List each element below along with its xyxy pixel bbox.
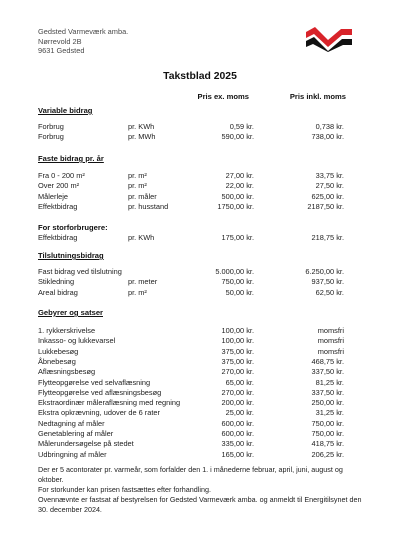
row-label: Flytteopgørelse ved selvaflæsning <box>38 377 151 387</box>
price-inkl-moms: 337,50 kr. <box>311 387 344 397</box>
price-inkl-moms: 31,25 kr. <box>315 408 344 418</box>
price-ex-moms: 590,00 kr. <box>221 132 254 142</box>
price-inkl-moms: 33,75 kr. <box>315 171 344 180</box>
row-label: Stikledning <box>38 277 75 287</box>
address-line-1: Gedsted Varmeværk amba. <box>38 27 129 36</box>
price-ex-moms: 600,00 kr. <box>221 418 254 428</box>
price-ex-moms: 165,00 kr. <box>221 449 254 459</box>
price-inkl-moms: momsfri <box>317 346 344 356</box>
col-header-inkl-moms: Pris inkl. moms <box>289 92 346 101</box>
price-row <box>38 122 344 132</box>
price-ex-moms: 50,00 kr. <box>225 287 254 297</box>
row-label: Over 200 m² <box>38 181 80 191</box>
price-ex-moms: 335,00 kr. <box>221 439 254 449</box>
price-inkl-moms: 62,50 kr. <box>315 287 344 297</box>
price-row <box>38 233 344 243</box>
price-row <box>38 408 344 418</box>
price-ex-moms: 22,00 kr. <box>225 181 254 191</box>
row-unit: pr. KWh <box>128 233 155 242</box>
price-inkl-moms: 27,50 kr. <box>315 181 344 191</box>
price-row <box>38 326 344 336</box>
price-row <box>38 192 344 202</box>
price-ex-moms: 100,00 kr. <box>221 326 254 335</box>
section-heading: For storforbrugere: <box>38 223 108 232</box>
row-label: Målerleje <box>38 191 68 201</box>
footer-note-negotiation: For storkunder kan prisen fastsættes efter forhandling. <box>38 485 211 494</box>
row-label: Flytteopgørelse ved aflæsningsbesøg <box>38 387 162 397</box>
price-inkl-moms: 218,75 kr. <box>311 233 344 242</box>
price-ex-moms: 175,00 kr. <box>221 233 254 242</box>
company-logo <box>304 26 354 52</box>
row-unit: pr. måler <box>128 191 157 201</box>
row-label: Effektbidrag <box>38 201 78 211</box>
price-row <box>38 336 344 346</box>
price-inkl-moms: 6.250,00 kr. <box>305 267 344 276</box>
row-label: Nedtagning af måler <box>38 418 105 428</box>
price-row <box>38 419 344 429</box>
row-unit: pr. m² <box>128 287 147 297</box>
address-line-3: 9631 Gedsted <box>38 46 85 56</box>
price-inkl-moms: momsfri <box>317 326 344 335</box>
row-label: 1. rykkerskrivelse <box>38 326 96 335</box>
price-inkl-moms: 81,25 kr. <box>315 377 344 387</box>
col-header-ex-moms: Pris ex. moms <box>197 92 249 101</box>
price-ex-moms: 200,00 kr. <box>221 398 254 408</box>
price-ex-moms: 270,00 kr. <box>221 387 254 397</box>
price-inkl-moms: 750,00 kr. <box>311 429 344 438</box>
price-ex-moms: 500,00 kr. <box>221 191 254 201</box>
row-unit: pr. husstand <box>128 201 169 211</box>
sender-address <box>38 27 128 56</box>
price-ex-moms: 25,00 kr. <box>225 408 254 418</box>
row-label: Målerundersøgelse på stedet <box>38 439 134 449</box>
row-label: Fra 0 - 200 m² <box>38 171 85 180</box>
price-row <box>38 267 344 277</box>
row-label: Udbringning af måler <box>38 449 107 459</box>
price-ex-moms: 375,00 kr. <box>221 346 254 356</box>
row-label: Ekstraordinær måleraflæsning med regning <box>38 398 181 408</box>
row-unit: pr. KWh <box>128 122 155 131</box>
row-label: Åbnebesøg <box>38 356 76 366</box>
price-row <box>38 277 344 287</box>
row-label: Aflæsningsbesøg <box>38 367 96 377</box>
price-ex-moms: 1750,00 kr. <box>217 201 254 211</box>
price-ex-moms: 375,00 kr. <box>221 356 254 366</box>
price-ex-moms: 270,00 kr. <box>221 367 254 377</box>
price-ex-moms: 0,59 kr. <box>229 122 254 131</box>
row-label: Genetablering af måler <box>38 429 114 438</box>
row-unit: pr. MWh <box>128 132 156 142</box>
price-ex-moms: 100,00 kr. <box>221 336 254 346</box>
section-heading: Tilslutningsbidrag <box>38 251 104 260</box>
price-row <box>38 429 344 439</box>
price-ex-moms: 5.000,00 kr. <box>215 267 254 276</box>
row-label: Forbrug <box>38 122 64 131</box>
price-row <box>38 132 344 142</box>
price-inkl-moms: 337,50 kr. <box>311 367 344 377</box>
row-label: Areal bidrag <box>38 287 78 297</box>
footer-notes <box>38 465 364 515</box>
price-inkl-moms: 738,00 kr. <box>311 132 344 142</box>
price-row <box>38 171 344 181</box>
price-inkl-moms: 937,50 kr. <box>311 277 344 287</box>
price-inkl-moms: 625,00 kr. <box>311 191 344 201</box>
section-heading: Gebyrer og satser <box>38 308 103 317</box>
page-title: Takstblad 2025 <box>163 71 237 82</box>
price-row <box>38 357 344 367</box>
price-ex-moms: 750,00 kr. <box>221 277 254 287</box>
price-ex-moms: 600,00 kr. <box>221 429 254 438</box>
price-inkl-moms: 418,75 kr. <box>311 439 344 449</box>
row-unit: pr. meter <box>128 277 158 287</box>
price-row <box>38 439 344 449</box>
price-row <box>38 398 344 408</box>
section-heading: Faste bidrag pr. år <box>38 154 104 163</box>
price-row <box>38 202 344 212</box>
price-row <box>38 347 344 357</box>
address-line-2: Nørrevold 2B <box>38 36 82 46</box>
price-row <box>38 367 344 377</box>
price-inkl-moms: 250,00 kr. <box>311 398 344 408</box>
section-heading: Variable bidrag <box>38 106 93 115</box>
price-inkl-moms: momsfri <box>317 336 344 346</box>
row-label: Ekstra opkrævning, udover de 6 rater <box>38 408 161 418</box>
price-inkl-moms: 468,75 kr. <box>311 356 344 366</box>
row-unit: pr. m² <box>128 181 147 191</box>
price-row <box>38 450 344 460</box>
price-inkl-moms: 2187,50 kr. <box>307 201 344 211</box>
row-unit: pr. m² <box>128 171 147 180</box>
row-label: Forbrug <box>38 132 64 142</box>
row-label: Lukkebesøg <box>38 346 79 356</box>
price-row <box>38 378 344 388</box>
price-ex-moms: 27,00 kr. <box>225 171 254 180</box>
footer-note-approval: Ovennævnte er fastsat af bestyrelsen for Gedsted Varmeværk amba. og anmeldt til Energitilsynet den 30. december 2024. <box>38 495 362 514</box>
price-row <box>38 181 344 191</box>
price-inkl-moms: 206,25 kr. <box>311 449 344 459</box>
price-inkl-moms: 0,738 kr. <box>315 122 344 131</box>
price-ex-moms: 65,00 kr. <box>225 377 254 387</box>
footer-note-rates: Der er 5 acontorater pr. varmeår, som forfalder den 1. i månederne februar, april, juni, august og oktober. <box>38 465 343 484</box>
price-row <box>38 388 344 398</box>
row-label: Inkasso- og lukkevarsel <box>38 336 116 346</box>
price-inkl-moms: 750,00 kr. <box>311 418 344 428</box>
row-label: Effektbidrag <box>38 233 78 242</box>
row-label: Fast bidrag ved tilslutning <box>38 267 122 276</box>
price-row <box>38 288 344 298</box>
